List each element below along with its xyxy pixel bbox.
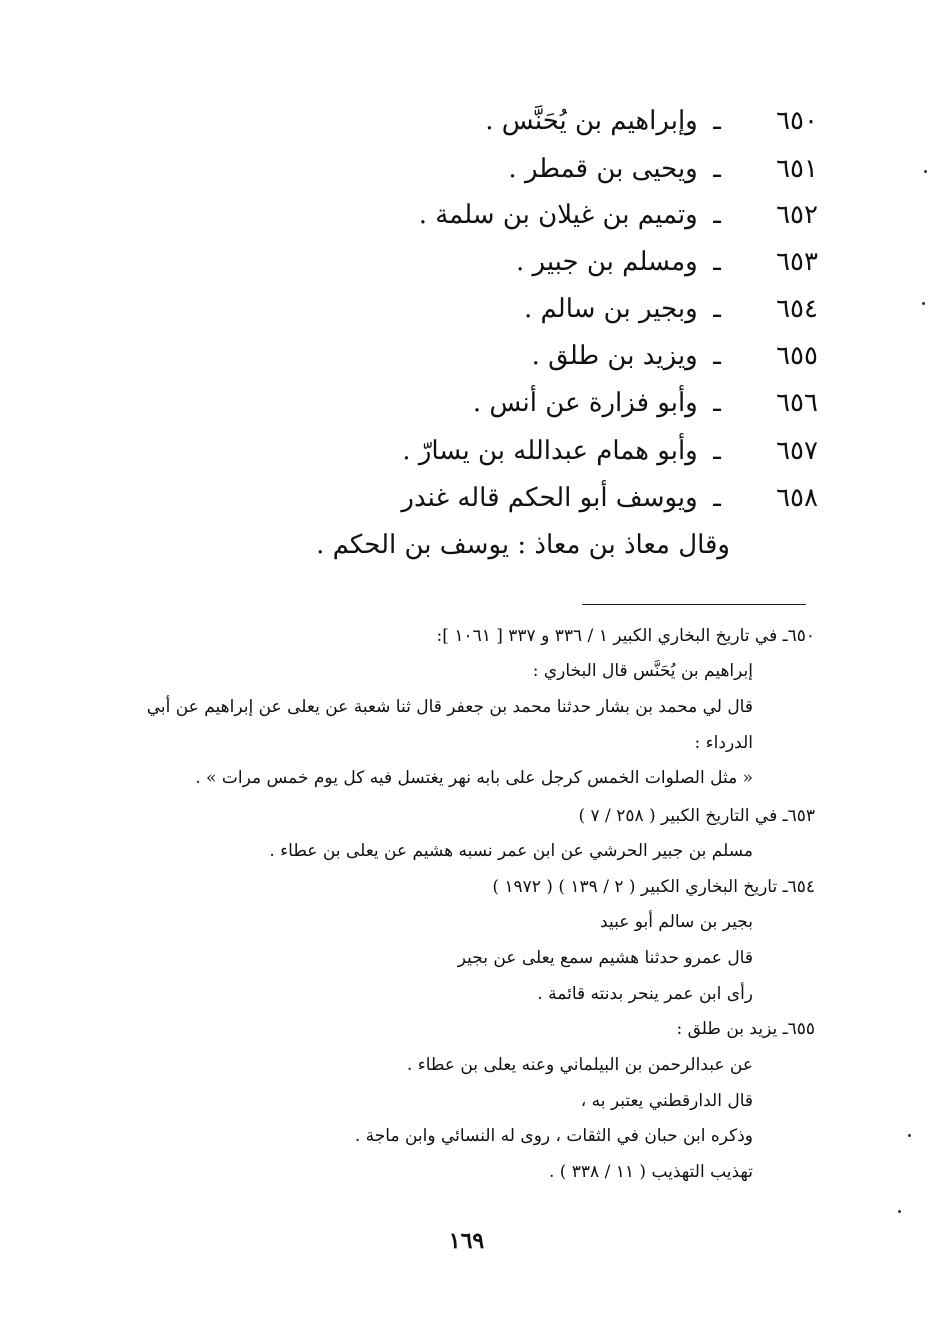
scan-speck <box>924 170 927 173</box>
page-number: ١٦٩ <box>448 1228 485 1254</box>
entry-654 <box>524 292 818 326</box>
footnote-650-line: الدرداء : <box>694 733 753 753</box>
entry-dash: ـ <box>713 154 721 184</box>
footnote-650-line: قال لي محمد بن بشار حدثنا محمد بن جعفر قال ثنا شعبة عن يعلى عن إبراهيم عن أبي <box>146 697 753 717</box>
footnote-separator <box>582 604 806 605</box>
entry-number: ٦٥٣ <box>776 247 818 277</box>
footnote-654-line: بجير بن سالم أبو عبيد <box>600 912 753 932</box>
footnote-head-text: في التاريخ الكبير ( ٢٥٨ / ٧ ) <box>578 806 778 826</box>
entry-number: ٦٥٧ <box>776 436 818 466</box>
entry-number: ٦٥٦ <box>776 388 818 418</box>
scan-speck <box>908 1134 911 1137</box>
entry-text: ويزيد بن طلق . <box>531 341 698 371</box>
entry-number: ٦٥٥ <box>776 341 818 371</box>
entry-number: ٦٥٠ <box>776 106 818 136</box>
entry-text: وتميم بن غيلان بن سلمة . <box>418 200 698 230</box>
entry-658-continuation: وقال معاذ بن معاذ : يوسف بن الحكم . <box>316 530 730 560</box>
footnote-number: ٦٥٠ <box>787 626 815 646</box>
entry-text: ومسلم بن جبير . <box>515 247 698 277</box>
entry-number: ٦٥٤ <box>776 294 818 324</box>
entry-656 <box>473 386 818 420</box>
footnote-653-head <box>578 804 815 828</box>
footnote-654-line: قال عمرو حدثنا هشيم سمع يعلى عن بجير <box>457 948 753 968</box>
entry-655 <box>532 339 818 373</box>
entry-text: وأبو همام عبدالله بن يسارّ . <box>402 436 698 466</box>
entry-651 <box>508 152 818 186</box>
footnote-655-line: تهذيب التهذيب ( ١١ / ٣٣٨ ) . <box>548 1162 753 1182</box>
entry-dash: ـ <box>713 388 721 418</box>
entry-dash: ـ <box>713 341 721 371</box>
entry-653 <box>516 245 818 279</box>
entry-dash: ـ <box>713 200 721 230</box>
entry-dash: ـ <box>713 294 721 324</box>
footnote-dash: ـ <box>777 806 788 826</box>
entry-text: ويوسف أبو الحكم قاله غندر <box>401 483 698 513</box>
footnote-number: ٦٥٥ <box>787 1019 815 1039</box>
entry-text: وبجير بن سالم . <box>523 294 698 324</box>
entry-text: ويحيى بن قمطر . <box>508 154 698 184</box>
entry-text: وأبو فزارة عن أنس . <box>472 388 698 418</box>
footnote-654-line: رأى ابن عمر ينحر بدنته قائمة . <box>537 984 753 1004</box>
footnote-number: ٦٥٤ <box>787 877 815 897</box>
entry-652 <box>419 198 818 232</box>
footnote-655-line: قال الدارقطني يعتبر به ، <box>580 1091 753 1111</box>
entry-number: ٦٥١ <box>776 154 818 184</box>
footnote-655-line: عن عبدالرحمن بن البيلماني وعنه يعلى بن عطاء . <box>406 1055 753 1075</box>
entry-dash: ـ <box>713 483 721 513</box>
footnote-650-head <box>437 624 815 648</box>
scan-speck <box>898 1210 901 1213</box>
scan-speck <box>922 302 925 305</box>
entry-650 <box>485 104 818 138</box>
footnote-650-line: « مثل الصلوات الخمس كرجل على بابه نهر يغتسل فيه كل يوم خمس مرات » . <box>195 768 753 788</box>
footnote-dash: ـ <box>777 626 788 646</box>
entry-658 <box>401 481 818 515</box>
footnote-number: ٦٥٣ <box>787 806 815 826</box>
footnote-head-text: في تاريخ البخاري الكبير ١ / ٣٣٦ و ٣٣٧ [ ١٠٦١ ]: <box>436 626 778 646</box>
footnote-dash: ـ <box>777 877 788 897</box>
footnote-655-line: وذكره ابن حبان في الثقات ، روى له النسائي وابن ماجة . <box>354 1126 753 1146</box>
footnote-dash: ـ <box>777 1019 788 1039</box>
footnote-655-head <box>676 1017 815 1041</box>
entry-dash: ـ <box>713 247 721 277</box>
footnote-650-line: إبراهيم بن يُحَنَّس قال البخاري : <box>532 661 753 681</box>
entry-text: وإبراهيم بن يُحَنَّس . <box>485 106 698 136</box>
entry-dash: ـ <box>713 106 721 136</box>
entry-number: ٦٥٢ <box>776 200 818 230</box>
footnote-head-text: يزيد بن طلق : <box>676 1019 778 1039</box>
footnote-653-line: مسلم بن جبير الحرشي عن ابن عمر نسبه هشيم عن يعلى بن عطاء . <box>269 841 753 861</box>
footnote-654-head <box>492 875 815 899</box>
entry-657 <box>402 434 818 468</box>
footnote-head-text: تاريخ البخاري الكبير ( ٢ / ١٣٩ ) ( ١٩٧٢ ) <box>492 877 778 897</box>
entry-dash: ـ <box>713 436 721 466</box>
entry-number: ٦٥٨ <box>776 483 818 513</box>
